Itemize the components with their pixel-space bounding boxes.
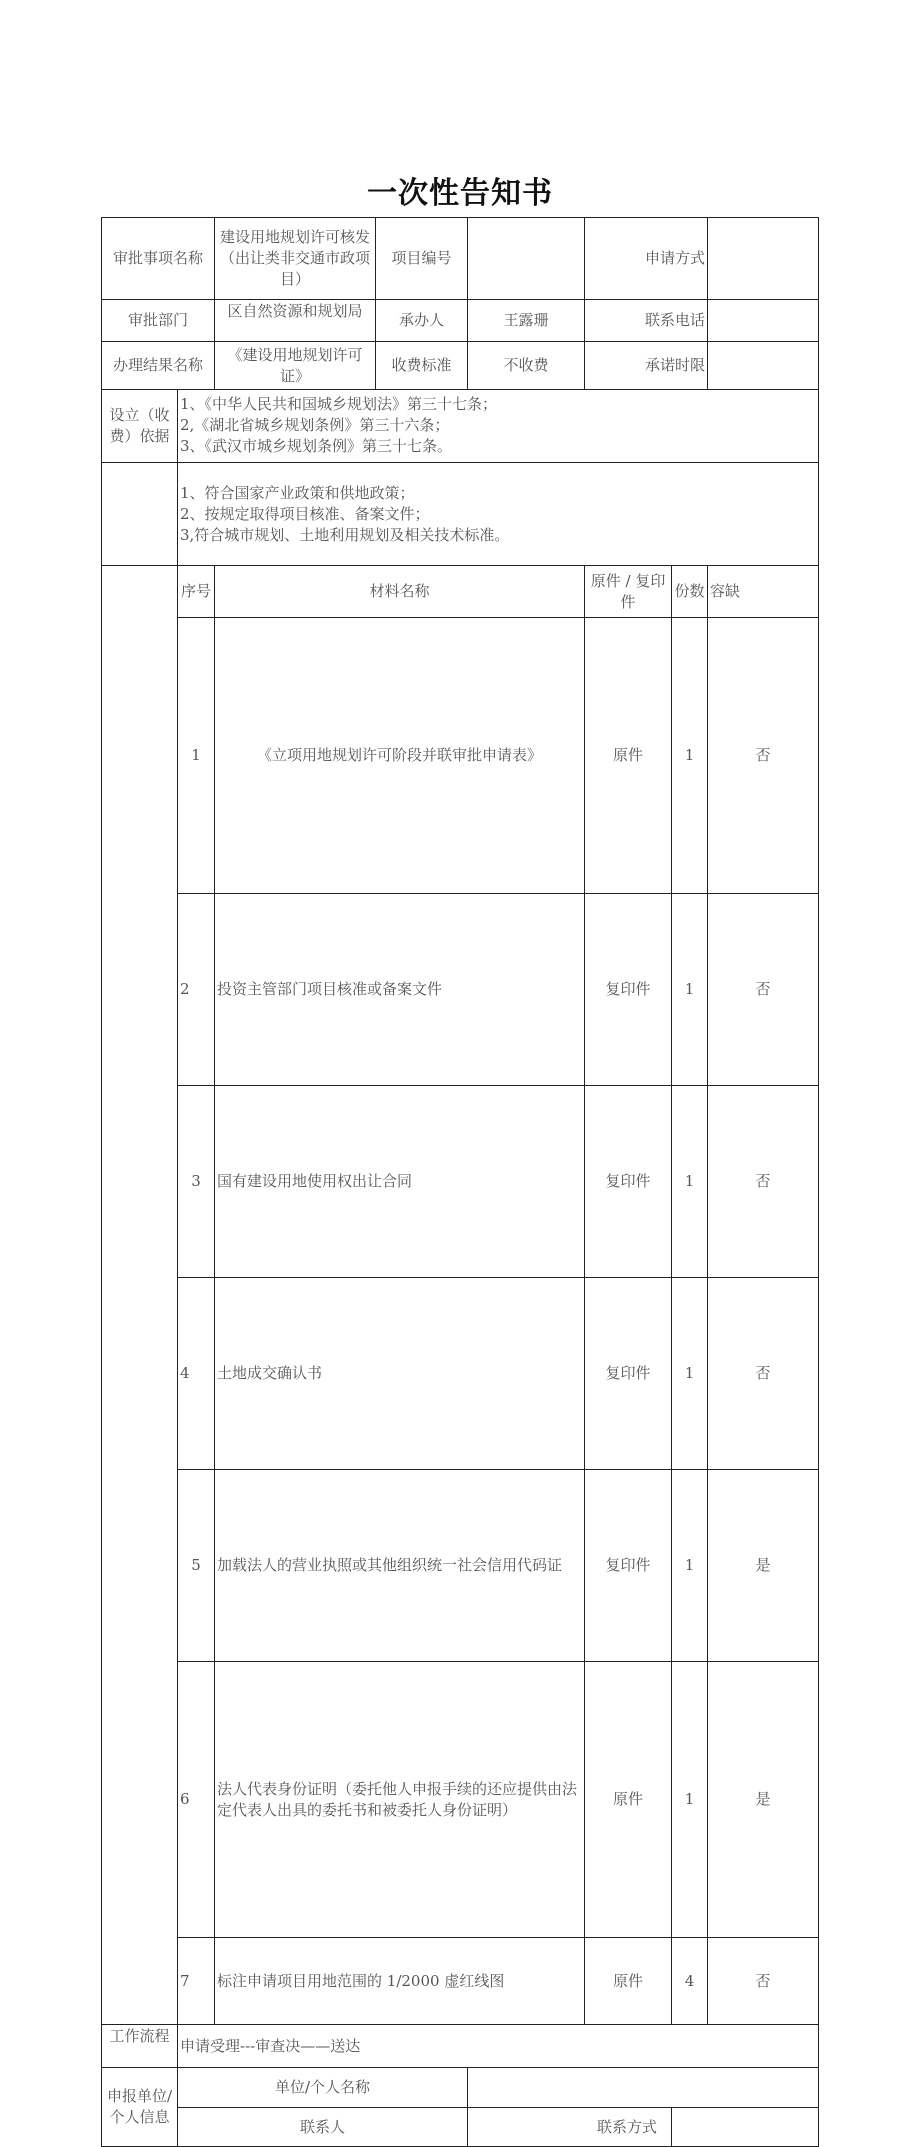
- material-type: 原件: [585, 1662, 672, 1938]
- item-name-value: 建设用地规划许可核发（出让类非交通市政项目）: [215, 218, 376, 300]
- table-row: [102, 1662, 819, 1938]
- workflow-label: 工作流程: [102, 2025, 178, 2068]
- material-type: 复印件: [585, 894, 672, 1086]
- item-name-label: 审批事项名称: [102, 218, 215, 300]
- condition-line: 2、按规定取得项目核准、备案文件；: [180, 505, 430, 523]
- materials-section-label: [102, 566, 178, 2025]
- apply-method-label: 申请方式: [585, 218, 708, 300]
- applicant-name-value[interactable]: [468, 2068, 819, 2108]
- material-type: 复印件: [585, 1470, 672, 1662]
- material-missing: 否: [708, 1938, 819, 2025]
- table-row: [102, 894, 819, 1086]
- material-missing: 否: [708, 1086, 819, 1278]
- basis-label: 设立（收费）依据: [102, 390, 178, 463]
- table-row: [102, 1086, 819, 1278]
- dept-value: 区自然资源和规划局: [215, 300, 376, 342]
- materials-header-missing: 容缺: [708, 566, 819, 618]
- notice-form-table: [101, 217, 819, 2147]
- material-no: 6: [178, 1662, 215, 1938]
- material-missing: 是: [708, 1662, 819, 1938]
- applicant-contact-label: 联系人: [178, 2108, 468, 2147]
- conditions-content: [178, 463, 819, 566]
- material-name: 加载法人的营业执照或其他组织统一社会信用代码证: [215, 1470, 585, 1662]
- table-row: [102, 1938, 819, 2025]
- material-count: 1: [672, 1278, 708, 1470]
- table-row: [102, 618, 819, 894]
- material-count: 1: [672, 1086, 708, 1278]
- table-row: [102, 1278, 819, 1470]
- material-no: 5: [178, 1470, 215, 1662]
- condition-line: 1、符合国家产业政策和供地政策；: [180, 484, 415, 502]
- result-value: 《建设用地规划许可证》: [215, 342, 376, 390]
- material-no: 2: [178, 894, 215, 1086]
- material-type: 原件: [585, 1938, 672, 2025]
- material-count: 1: [672, 1662, 708, 1938]
- workflow-value: 申请受理---审查决——送达: [178, 2025, 819, 2068]
- project-no-value[interactable]: [468, 218, 585, 300]
- material-type: 原件: [585, 618, 672, 894]
- material-missing: 否: [708, 894, 819, 1086]
- materials-header-no: 序号: [178, 566, 215, 618]
- material-no: 1: [178, 618, 215, 894]
- material-missing: 否: [708, 1278, 819, 1470]
- handler-label: 承办人: [376, 300, 468, 342]
- basis-line: 1、《中华人民共和国城乡规划法》第三十七条；: [180, 395, 498, 413]
- fee-value: 不收费: [468, 342, 585, 390]
- conditions-label: [102, 463, 178, 566]
- material-name: 投资主管部门项目核准或备案文件: [215, 894, 585, 1086]
- fee-label: 收费标准: [376, 342, 468, 390]
- material-count: 1: [672, 1470, 708, 1662]
- materials-header-name: 材料名称: [215, 566, 585, 618]
- materials-header-count: 份数: [672, 566, 708, 618]
- material-missing: 是: [708, 1470, 819, 1662]
- material-type: 复印件: [585, 1086, 672, 1278]
- result-label: 办理结果名称: [102, 342, 215, 390]
- material-missing: 否: [708, 618, 819, 894]
- material-type: 复印件: [585, 1278, 672, 1470]
- basis-content: [178, 390, 819, 463]
- material-name: 《立项用地规划许可阶段并联审批申请表》: [215, 618, 585, 894]
- material-count: 1: [672, 894, 708, 1086]
- material-name: 标注申请项目用地范围的 1/2000 虚红线图: [215, 1938, 585, 2025]
- material-no: 4: [178, 1278, 215, 1470]
- handler-value: 王露珊: [468, 300, 585, 342]
- promise-value[interactable]: [708, 342, 819, 390]
- materials-header-type: 原件 / 复印件: [585, 566, 672, 618]
- dept-label: 审批部门: [102, 300, 215, 342]
- phone-value[interactable]: [708, 300, 819, 342]
- material-count: 4: [672, 1938, 708, 2025]
- applicant-label: 申报单位/个人信息: [102, 2068, 178, 2147]
- project-no-label: 项目编号: [376, 218, 468, 300]
- table-row: [102, 1470, 819, 1662]
- material-count: 1: [672, 618, 708, 894]
- basis-line: 2,《湖北省城乡规划条例》第三十六条；: [180, 416, 450, 434]
- material-name: 土地成交确认书: [215, 1278, 585, 1470]
- apply-method-value[interactable]: [708, 218, 819, 300]
- phone-label: 联系电话: [585, 300, 708, 342]
- material-name: 国有建设用地使用权出让合同: [215, 1086, 585, 1278]
- page-title: 一次性告知书: [367, 176, 553, 211]
- condition-line: 3,符合城市规划、土地利用规划及相关技术标准。: [180, 526, 510, 544]
- promise-label: 承诺时限: [585, 342, 708, 390]
- material-no: 3: [178, 1086, 215, 1278]
- applicant-name-label: 单位/个人名称: [178, 2068, 468, 2108]
- applicant-contact-method-value[interactable]: [672, 2108, 819, 2147]
- material-name: 法人代表身份证明（委托他人申报手续的还应提供由法定代表人出具的委托书和被委托人身份证明）: [215, 1662, 585, 1938]
- basis-line: 3、《武汉市城乡规划条例》第三十七条。: [180, 437, 453, 455]
- applicant-contact-method-label: 联系方式: [468, 2108, 672, 2147]
- material-no: 7: [178, 1938, 215, 2025]
